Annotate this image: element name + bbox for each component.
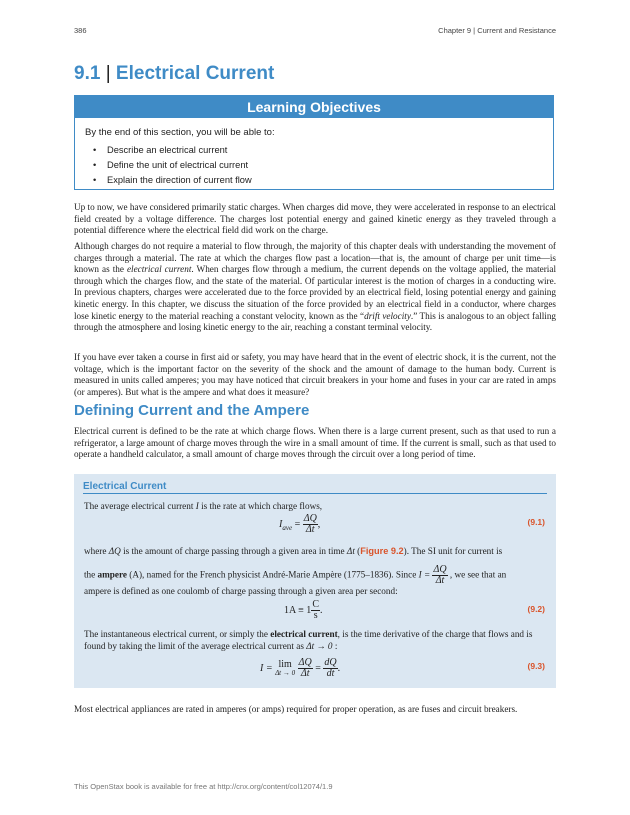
page-number: 386 <box>74 26 87 35</box>
limit <box>275 660 295 678</box>
eq-symbol: = <box>312 662 324 674</box>
equation-9-1 <box>279 514 320 535</box>
text-run: the <box>84 569 98 580</box>
numerator: dQ <box>324 657 337 668</box>
text-run: : <box>332 641 338 651</box>
text-run: is the amount of charge passing through a given area in time <box>120 546 347 556</box>
variable: I <box>195 501 199 511</box>
text-run: The average electrical current <box>84 501 196 511</box>
emphasis-drift-velocity: drift velocity <box>364 310 411 321</box>
numerator: ΔQ <box>298 657 312 668</box>
section-number: 9.1 <box>74 63 101 84</box>
numerator: ΔQ <box>303 513 317 524</box>
figure-link[interactable]: Figure 9.2 <box>360 546 404 556</box>
denominator: s <box>313 610 318 621</box>
section-title <box>74 63 274 85</box>
inline-equation: Δt → 0 <box>306 641 333 651</box>
limit-op: lim <box>278 658 292 670</box>
section-title-text: Electrical Current <box>115 63 275 84</box>
denominator: Δt <box>300 668 310 679</box>
eq-subscript: ave <box>282 523 293 532</box>
limit-subscript: Δt → 0 <box>275 668 296 677</box>
bold-term-electrical-current: electrical current <box>270 629 338 639</box>
equation-label-9-1: (9.1) <box>527 517 545 527</box>
learning-objectives-box <box>74 95 554 190</box>
text-run: , is the time derivative of the charge that flows and is found by taking the limit of the average electrical current as <box>84 629 533 651</box>
feature-text-5 <box>84 628 546 652</box>
equation-9-2 <box>284 600 322 621</box>
text-run: . When charges flow through a medium, the current depends on the voltage applied, the material through which the charges flow, and the state of the material. Of particular interest is the motion of charges in a conducting wire. In previous chapters, charges were accelerated due to the force provided by an electrical field, losing potential energy and gaining kinetic energy. In this chapter, we discuss the situation of the force provided by an electrical field in a conductor, where charges lose kinetic energy to the material reaching a constant velocity, known as the “ <box>74 264 556 321</box>
emphasis-electrical-current: electrical current <box>126 264 192 275</box>
chapter-header: Chapter 9 | Current and Resistance <box>438 26 556 35</box>
text-run: where <box>84 546 109 556</box>
learning-objectives-intro: By the end of this section, you will be able to: <box>85 127 275 138</box>
fraction <box>311 600 320 621</box>
paragraph-current <box>74 241 556 334</box>
paragraph-intro: Up to now, we have considered primarily static charges. When charges did move, they were accelerated in response to an electrical field created by a voltage difference. The charges lost potential energy and gained kinetic energy as they traveled through a potential difference where the electrical field did work on the charge. <box>74 202 556 236</box>
feature-title: Electrical Current <box>83 481 547 494</box>
eq-punct: . <box>337 662 341 674</box>
paragraph-safety: If you have ever taken a course in first aid or safety, you may have heard that in the event of electric shock, it is the current, not the voltage, which is the important factor on the severity of the shock and the amount of damage to the human body. Current is measured in units called amperes; you may have noticed that circuit breakers in your home and fuses in your car are rated in amps (or amperes). But what is the ampere and what does it measure? <box>74 352 556 397</box>
fraction <box>303 514 318 535</box>
eq-symbol: 1A ≡ 1 <box>284 604 312 616</box>
subsection-title: Defining Current and the Ampere <box>74 402 310 419</box>
fraction <box>298 658 313 679</box>
numerator: C <box>312 599 319 610</box>
feature-text-2 <box>84 545 546 557</box>
text-run: , we see that an <box>447 569 507 580</box>
paragraph-definition: Electrical current is defined to be the rate at which charge flows. When there is a large current present, such as that used to run a refrigerator, a large amount of charge moves through the wire in a small amount of time. If the current is small, such as that used to operate a handheld calculator, a small amount of charge moves through the circuit over a long period of time. <box>74 426 557 460</box>
equation-label-9-2: (9.2) <box>527 604 545 614</box>
denominator: dt <box>326 668 335 679</box>
eq-punct: . <box>319 604 323 616</box>
variable: ΔQ <box>108 546 121 556</box>
text-run: ). The SI unit for current is <box>403 546 503 556</box>
bold-term-ampere: ampere <box>97 569 127 580</box>
fraction <box>323 658 337 679</box>
inline-equation: I = <box>418 569 433 580</box>
text-run: (A), named for the French physicist André-Marie Ampère (1775–1836). Since <box>126 569 419 580</box>
list-item: • Explain the direction of current flow <box>93 173 553 188</box>
denominator: Δt <box>435 575 445 586</box>
feature-text-1 <box>84 500 546 512</box>
list-item: • Describe an electrical current <box>93 143 553 158</box>
variable: Δt <box>346 546 355 556</box>
learning-objectives-list <box>75 143 553 188</box>
fraction <box>432 565 447 586</box>
feature-text-3 <box>84 565 546 586</box>
eq-symbol: = <box>292 518 303 530</box>
feature-text-4: ampere is defined as one coulomb of charge passing through a given area per second: <box>84 586 398 596</box>
eq-symbol: I <box>279 518 283 530</box>
footer: This OpenStax book is available for free at http://cnx.org/content/col12074/1.9 <box>74 782 333 791</box>
text-run: The instantaneous electrical current, or simply the <box>84 629 271 639</box>
denominator: Δt <box>305 524 315 535</box>
list-item: • Define the unit of electrical current <box>93 158 553 173</box>
text-run: is the rate at which charge flows, <box>198 501 323 511</box>
section-separator: | <box>105 63 111 84</box>
text-run: Although charges do not require a material to flow through, the majority of this chapter deals with understanding the movement of charges through a material. The rate at which the charges flow past a location—that is, the amount of charge per unit time—is known as the <box>74 241 556 275</box>
equation-9-3 <box>260 658 340 679</box>
text-run: ( <box>354 546 361 556</box>
eq-punct: , <box>317 518 321 530</box>
paragraph-closing: Most electrical appliances are rated in amperes (or amps) required for proper operation, as are fuses and circuit breakers. <box>74 704 518 714</box>
eq-symbol: I = <box>260 662 276 674</box>
text-run: .” This is analogous to an object falling through the atmosphere and losing kinetic energy to the air, reaching a constant terminal velocity. <box>74 310 557 333</box>
electrical-current-feature-box <box>74 474 556 688</box>
equation-label-9-3: (9.3) <box>527 661 545 671</box>
learning-objectives-heading: Learning Objectives <box>75 96 553 118</box>
numerator: ΔQ <box>433 564 447 575</box>
